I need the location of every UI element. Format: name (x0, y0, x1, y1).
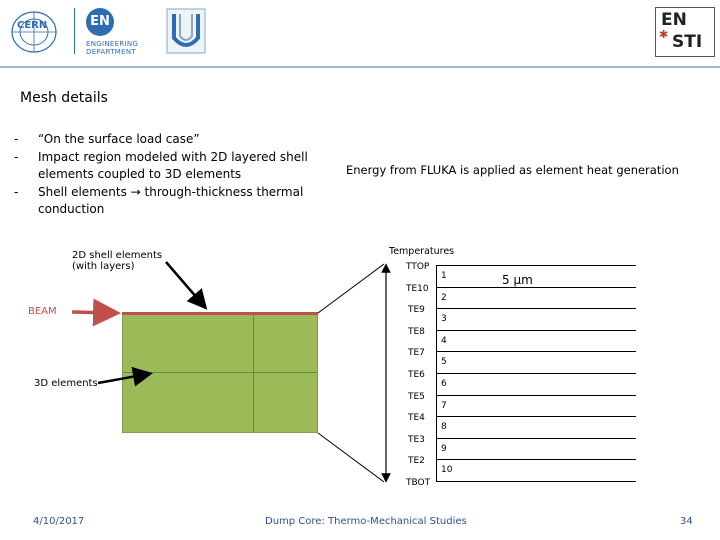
en-subtitle-line1: ENGINEERING (86, 40, 139, 48)
layer-number: 3 (441, 314, 447, 325)
beam-arrow (72, 312, 114, 313)
label-3d-elements: 3D elements (34, 378, 98, 389)
layer-boundary (436, 395, 636, 396)
layer-boundary (436, 438, 636, 439)
layer-boundary (436, 481, 636, 482)
layer-boundary (436, 265, 636, 266)
temperature-label: TE2 (408, 456, 425, 467)
en-sti-logo-line1: EN (661, 10, 687, 30)
slide-title: Mesh details (20, 90, 108, 106)
label-shell-line1: 2D shell elements (72, 250, 163, 261)
temperature-label: TE5 (408, 391, 425, 402)
layer-number: 2 (441, 292, 447, 303)
zoom-line (318, 264, 384, 313)
zoom-line (318, 433, 384, 482)
star-icon: ✱ (659, 28, 669, 41)
en-subtitle-line2: DEPARTMENT (86, 48, 136, 56)
layer-boundary (436, 416, 636, 417)
temperature-label: TE7 (408, 348, 425, 359)
bullet-dash: - (14, 149, 19, 164)
bullet-text: Shell elements → through-thickness thermal conduction (38, 184, 304, 216)
layer-number: 10 (441, 465, 453, 476)
layer-number: 6 (441, 379, 447, 389)
cern-logo-text: CERN (17, 20, 48, 31)
temperature-label: TE3 (408, 434, 425, 445)
3d-arrow (98, 374, 148, 383)
temperatures-title: Temperatures (389, 246, 455, 257)
layer-boundary (436, 287, 636, 288)
layer-boundary (436, 459, 636, 460)
page-number: 34 (680, 516, 693, 527)
bullet-dash: - (14, 184, 19, 199)
layer-number: 9 (441, 443, 447, 454)
layer-number: 1 (441, 271, 447, 281)
layer-boundary (436, 308, 636, 309)
label-shell-line2: (with layers) (72, 261, 135, 272)
bullet-text: “On the surface load case” (38, 132, 200, 146)
layer-number: 8 (441, 422, 447, 433)
footer-date: 4/10/2017 (33, 516, 85, 527)
layer-boundary (436, 351, 636, 352)
footer-title: Dump Core: Thermo-Mechanical Studies (265, 516, 467, 527)
temperature-label: TBOT (406, 478, 431, 488)
energy-note: Energy from FLUKA is applied as element heat generation (346, 163, 679, 177)
layer-number: 5 (441, 357, 447, 368)
en-sti-logo-line2: STI (672, 32, 703, 52)
temperature-label: TE8 (408, 326, 425, 337)
temperature-label: TTOP (406, 262, 430, 272)
thickness-label: 5 μm (502, 273, 533, 287)
layer-boundary (436, 330, 636, 331)
layer-number: 7 (441, 400, 447, 411)
bullet-dash: - (14, 132, 19, 146)
bullet-text: Impact region modeled with 2D layered shell elements coupled to 3D elements (38, 149, 308, 181)
shell-arrow (166, 262, 204, 306)
temperature-label: TE9 (408, 305, 425, 316)
layer-number: 4 (441, 335, 447, 346)
layer-boundary (436, 373, 636, 374)
temperature-label: TE4 (408, 413, 425, 424)
temperature-label: TE10 (406, 283, 429, 294)
temperature-label: TE6 (408, 370, 425, 380)
label-beam: BEAM (28, 306, 57, 317)
en-logo: EN (86, 8, 114, 36)
